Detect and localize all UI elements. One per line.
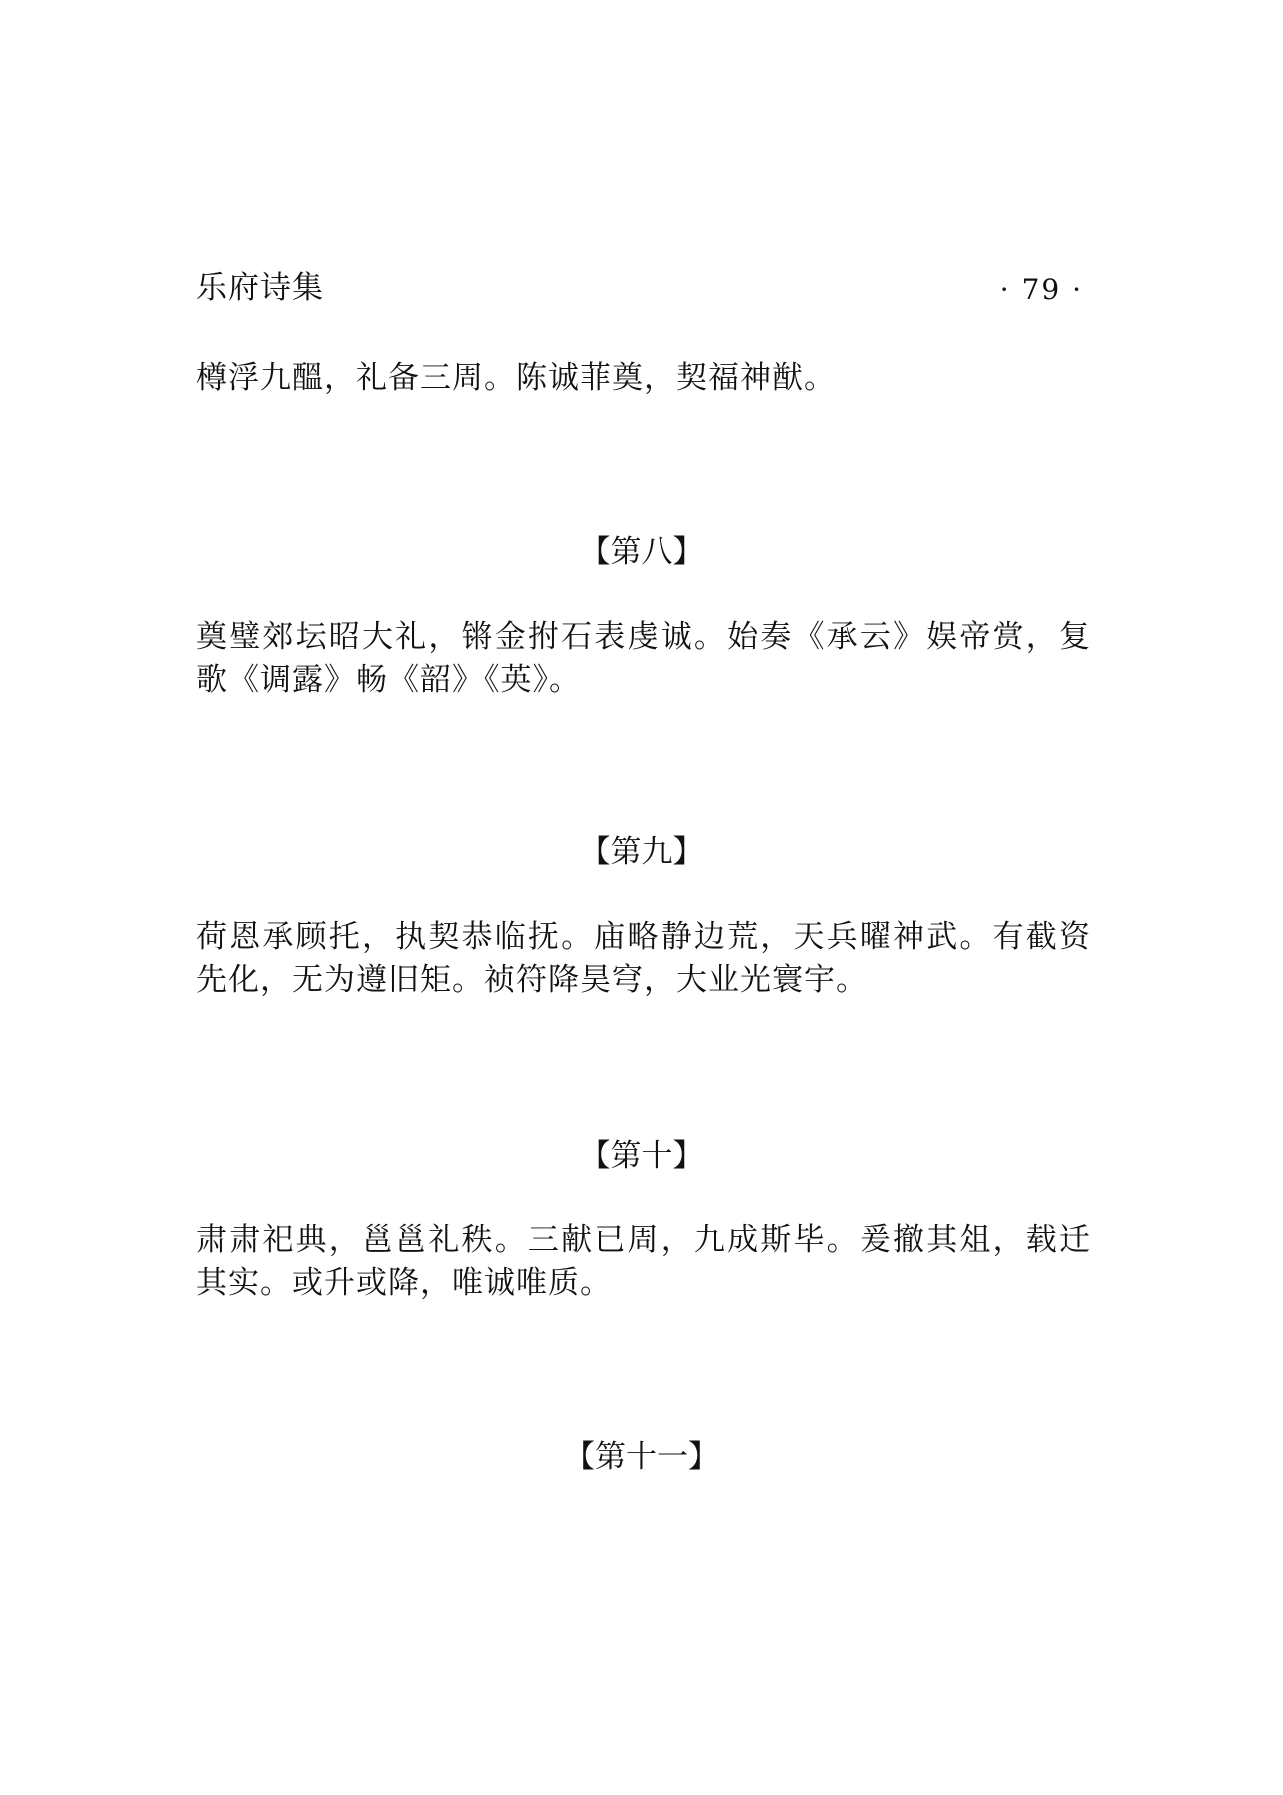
section-text-9: 荷恩承顾托，执契恭临抚。庙略静边荒，天兵曜神武。有截资先化，无为遵旧矩。祯符降昊穹，大业光寰宇。 xyxy=(196,919,1091,998)
section-heading-11: 【第十一】 xyxy=(564,1439,719,1475)
section-text-8: 奠璧郊坛昭大礼，锵金拊石表虔诚。始奏《承云》娱帝赏，复歌《调露》畅《韶》《英》。 xyxy=(196,619,1091,698)
page-number: · 79 · xyxy=(999,273,1083,306)
book-title: 乐府诗集 xyxy=(196,270,324,306)
section-heading-10: 【第十】 xyxy=(579,1138,704,1174)
section-heading-9: 【第九】 xyxy=(579,834,704,870)
section-text-10: 肃肃祀典，邕邕礼秩。三献已周，九成斯毕。爰撤其俎，载迁其实。或升或降，唯诚唯质。 xyxy=(196,1222,1091,1301)
opening-paragraph: 樽浮九醞，礼备三周。陈诚菲奠，契福神猷。 xyxy=(196,360,836,396)
section-heading-8: 【第八】 xyxy=(579,534,704,570)
